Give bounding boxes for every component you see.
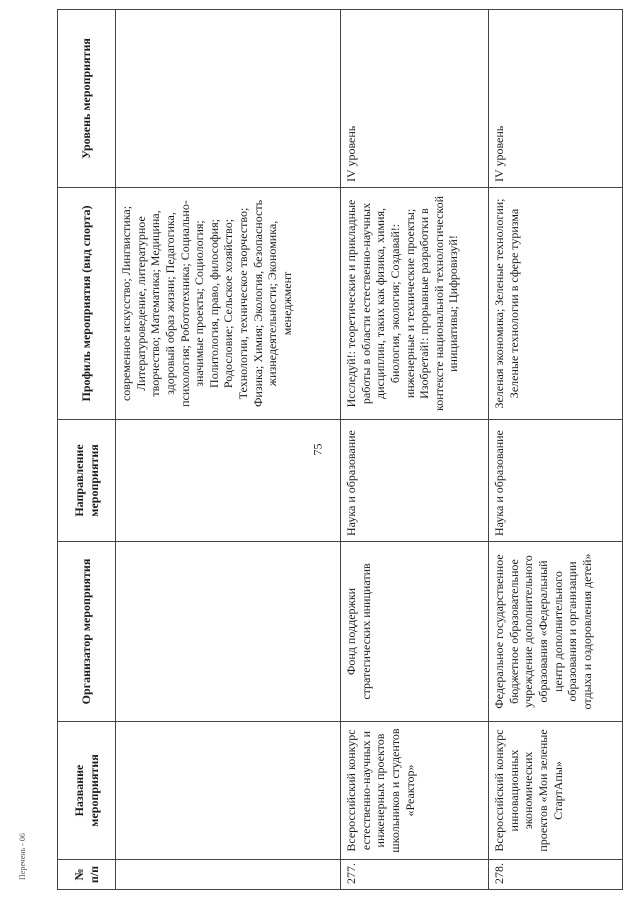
header-organizer: Организатор мероприятия — [58, 542, 116, 722]
page-number: 75 — [310, 443, 325, 456]
row-num: 278. — [489, 860, 623, 890]
header-num: № п/п — [58, 860, 116, 890]
row-profile: Исследуй!: теоретические и прикладные работы в области естественно-научных дисциплин, таких как физика, химия, биология, экология; Создавай!: инженерные и технические проекты; Изобретай!: прорывные разработки в контексте национальной технологической инициативы; Цифровизуй! — [341, 188, 489, 420]
row-direction: Наука и образование — [489, 420, 623, 542]
row-direction: Наука и образование — [341, 420, 489, 542]
row-profile: Зеленая экономика; Зеленые технологии; Зеленые технологии в сфере туризма — [489, 188, 623, 420]
header-name: Название мероприятия — [58, 722, 116, 860]
row-organizer: Федеральное государственное бюджетное образовательное учреждение дополнительного образования «Федеральный центр дополнительного образования и организации отдыха и оздоровления детей» — [489, 542, 623, 722]
header-direction: Направление мероприятия — [58, 420, 116, 542]
header-level: Уровень мероприятия — [58, 10, 116, 188]
row-name: Всероссийский конкурс инновационных экономических проектов «Мои зеленые СтартАпы» — [489, 722, 623, 860]
events-table — [57, 9, 623, 890]
footer-note: Перечень - 06 — [18, 833, 27, 880]
header-profile: Профиль мероприятия (вид спорта) — [58, 188, 116, 420]
table-row — [341, 10, 489, 890]
row-level: IV уровень — [489, 10, 623, 188]
row-num: 277. — [341, 860, 489, 890]
row-level: IV уровень — [341, 10, 489, 188]
row-organizer: Фонд поддержки стратегических инициатив — [341, 542, 489, 722]
table-row — [489, 10, 623, 890]
table-row-continuation — [116, 10, 341, 890]
rotated-table-container — [57, 10, 622, 890]
table-header-row — [58, 10, 116, 890]
row-name: Всероссийский конкурс естественно-научных и инженерных проектов школьников и студентов «Реактор» — [341, 722, 489, 860]
continuation-profile: современное искусство; Лингвистика; Литературоведение, литературное творчество; Математика; Медицина, здоровый образ жизни; Педагогика, психология; Робототехника; Социально-значимые проекты; Социология; Политология, право, философия; Родословие; Сельское хозяйство; Технологии, техническое творчество; Физика; Химия; Экология, безопасность жизнедеятельности; Экономика, менеджмент — [116, 188, 341, 420]
